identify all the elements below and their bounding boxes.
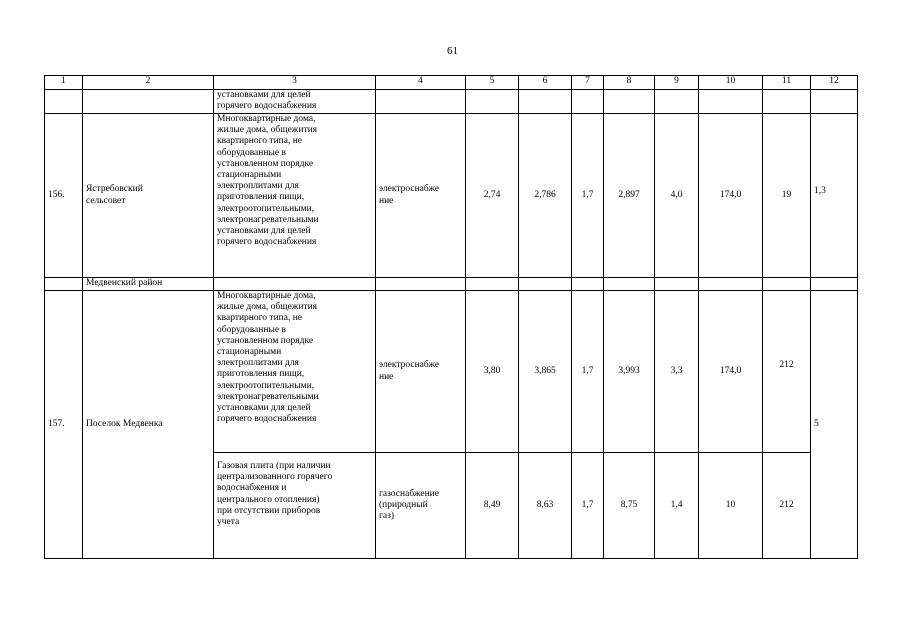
table-row-156	[45, 114, 858, 278]
tariff-table	[44, 75, 858, 559]
value-cell: 2,897	[604, 114, 655, 278]
column-number: 4	[376, 76, 466, 90]
column-number: 6	[519, 76, 572, 90]
value-cell: 212	[763, 453, 811, 559]
column-number: 7	[572, 76, 604, 90]
value-cell: 10	[699, 453, 763, 559]
column-number: 1	[45, 76, 83, 90]
value-cell: 212	[763, 291, 811, 453]
value-cell: 5	[811, 291, 858, 559]
description-cell: Многоквартирные дома, жилые дома, общежития квартирного типа, не оборудованные в установленном порядке стационарными электроплитами для приготовления пищи, электроотопительными, электронагревательными установками для целей горячего водоснабжения	[214, 114, 376, 278]
column-number: 5	[466, 76, 519, 90]
settlement-name: Поселок Медвенка	[83, 291, 214, 559]
column-number-row	[45, 76, 858, 90]
column-number: 10	[699, 76, 763, 90]
value-cell: 174,0	[699, 114, 763, 278]
resource-cell: газоснабжение (природный газ)	[376, 453, 466, 559]
value-cell: 3,3	[655, 291, 699, 453]
value-cell: 8,49	[466, 453, 519, 559]
value-cell: 3,865	[519, 291, 572, 453]
column-number: 9	[655, 76, 699, 90]
description-cell: Многоквартирные дома, жилые дома, общежития квартирного типа, не оборудованные в установленном порядке стационарными электроплитами для приготовления пищи, электроотопительными, электронагревательными установками для целей горячего водоснабжения	[214, 291, 376, 453]
description-cell: Газовая плита (при наличии централизованного горячего водоснабжения и центрального отопления) при отсутствии приборов учета	[214, 453, 376, 559]
column-number: 3	[214, 76, 376, 90]
settlement-name: Ястребовский сельсовет	[83, 114, 214, 278]
row-number: 157.	[45, 291, 83, 559]
value-cell: 174,0	[699, 291, 763, 453]
column-number: 11	[763, 76, 811, 90]
row-number: 156.	[45, 114, 83, 278]
resource-cell: электроснабже ние	[376, 291, 466, 453]
page-number: 61	[447, 45, 458, 57]
value-cell: 3,80	[466, 291, 519, 453]
column-number: 2	[83, 76, 214, 90]
value-cell: 4,0	[655, 114, 699, 278]
value-cell: 3,993	[604, 291, 655, 453]
value-cell: 8,63	[519, 453, 572, 559]
value-cell: 2,74	[466, 114, 519, 278]
continuation-row	[45, 90, 858, 114]
column-number: 12	[811, 76, 858, 90]
value-cell: 1,7	[572, 453, 604, 559]
value-cell: 2,786	[519, 114, 572, 278]
description-cell: установками для целей горячего водоснабжения	[214, 90, 376, 114]
table-row-157	[45, 291, 858, 453]
value-cell: 19	[763, 114, 811, 278]
value-cell: 1,7	[572, 291, 604, 453]
column-number: 8	[604, 76, 655, 90]
value-cell: 1,3	[811, 114, 858, 278]
district-row	[45, 278, 858, 291]
value-cell: 8,75	[604, 453, 655, 559]
district-name: Медвенский район	[83, 278, 214, 291]
value-cell: 1,7	[572, 114, 604, 278]
resource-cell: электроснабже ние	[376, 114, 466, 278]
value-cell: 1,4	[655, 453, 699, 559]
